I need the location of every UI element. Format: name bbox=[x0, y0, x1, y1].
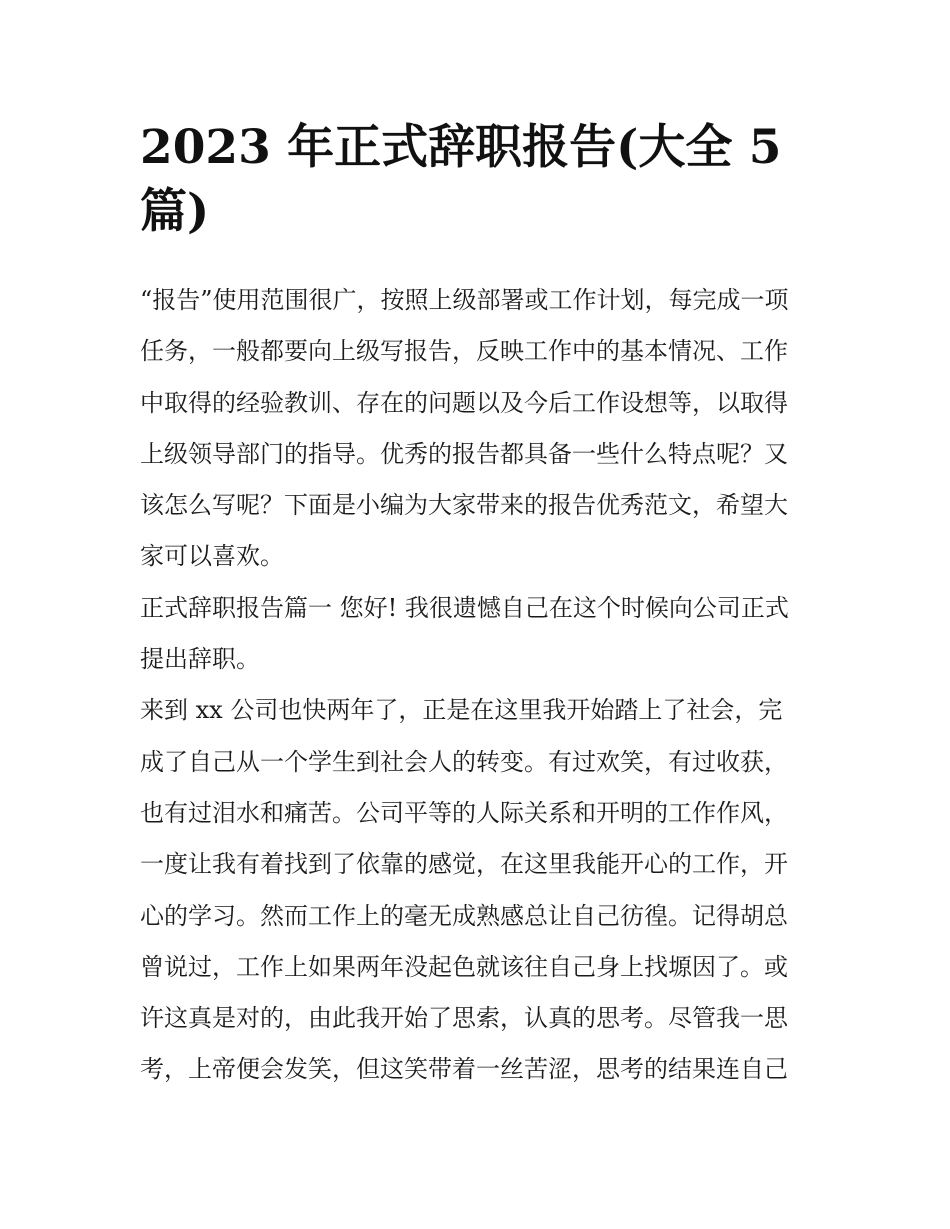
body-line: “报告”使用范围很广，按照上级部署或工作计划，每完成一项 bbox=[140, 286, 789, 314]
body-line: 上级领导部门的指导。优秀的报告都具备一些什么特点呢？又 bbox=[140, 439, 788, 468]
document-title bbox=[140, 116, 820, 244]
title-line-2: 篇) bbox=[140, 184, 210, 239]
body-line: 家可以喜欢。 bbox=[140, 542, 284, 571]
body-line: 曾说过，工作上如果两年没起色就该往自己身上找塬因了。或 bbox=[140, 952, 788, 981]
body-line: 任务，一般都要向上级写报告，反映工作中的基本情况、工作 bbox=[140, 337, 788, 366]
title-line-1: 2023 年正式辞职报告(大全 5 bbox=[140, 120, 782, 175]
body-line: 来到 xx 公司也快两年了，正是在这里我开始踏上了社会，完 bbox=[140, 696, 783, 725]
body-line: 考，上帝便会发笑，但这笑带着一丝苦涩，思考的结果连自己 bbox=[140, 1055, 788, 1084]
body-line: 心的学习。然而工作上的毫无成熟感总让自己彷徨。记得胡总 bbox=[140, 901, 788, 930]
body-line: 成了自己从一个学生到社会人的转变。有过欢笑，有过收获， bbox=[140, 747, 788, 776]
body-line: 也有过泪水和痛苦。公司平等的人际关系和开明的工作作风， bbox=[140, 798, 788, 827]
body-line: 该怎么写呢？下面是小编为大家带来的报告优秀范文，希望大 bbox=[140, 491, 788, 520]
body-line: 正式辞职报告篇一 您好! 我很遗憾自己在这个时候向公司正式 bbox=[140, 593, 789, 622]
document-body bbox=[140, 275, 830, 1096]
body-line: 一度让我有着找到了依靠的感觉，在这里我能开心的工作，开 bbox=[140, 850, 788, 879]
body-line: 中取得的经验教训、存在的问题以及今后工作设想等，以取得 bbox=[140, 388, 788, 417]
body-line: 提出辞职。 bbox=[140, 645, 260, 674]
body-line: 许这真是对的，由此我开始了思索，认真的思考。尽管我一思 bbox=[140, 1004, 788, 1033]
